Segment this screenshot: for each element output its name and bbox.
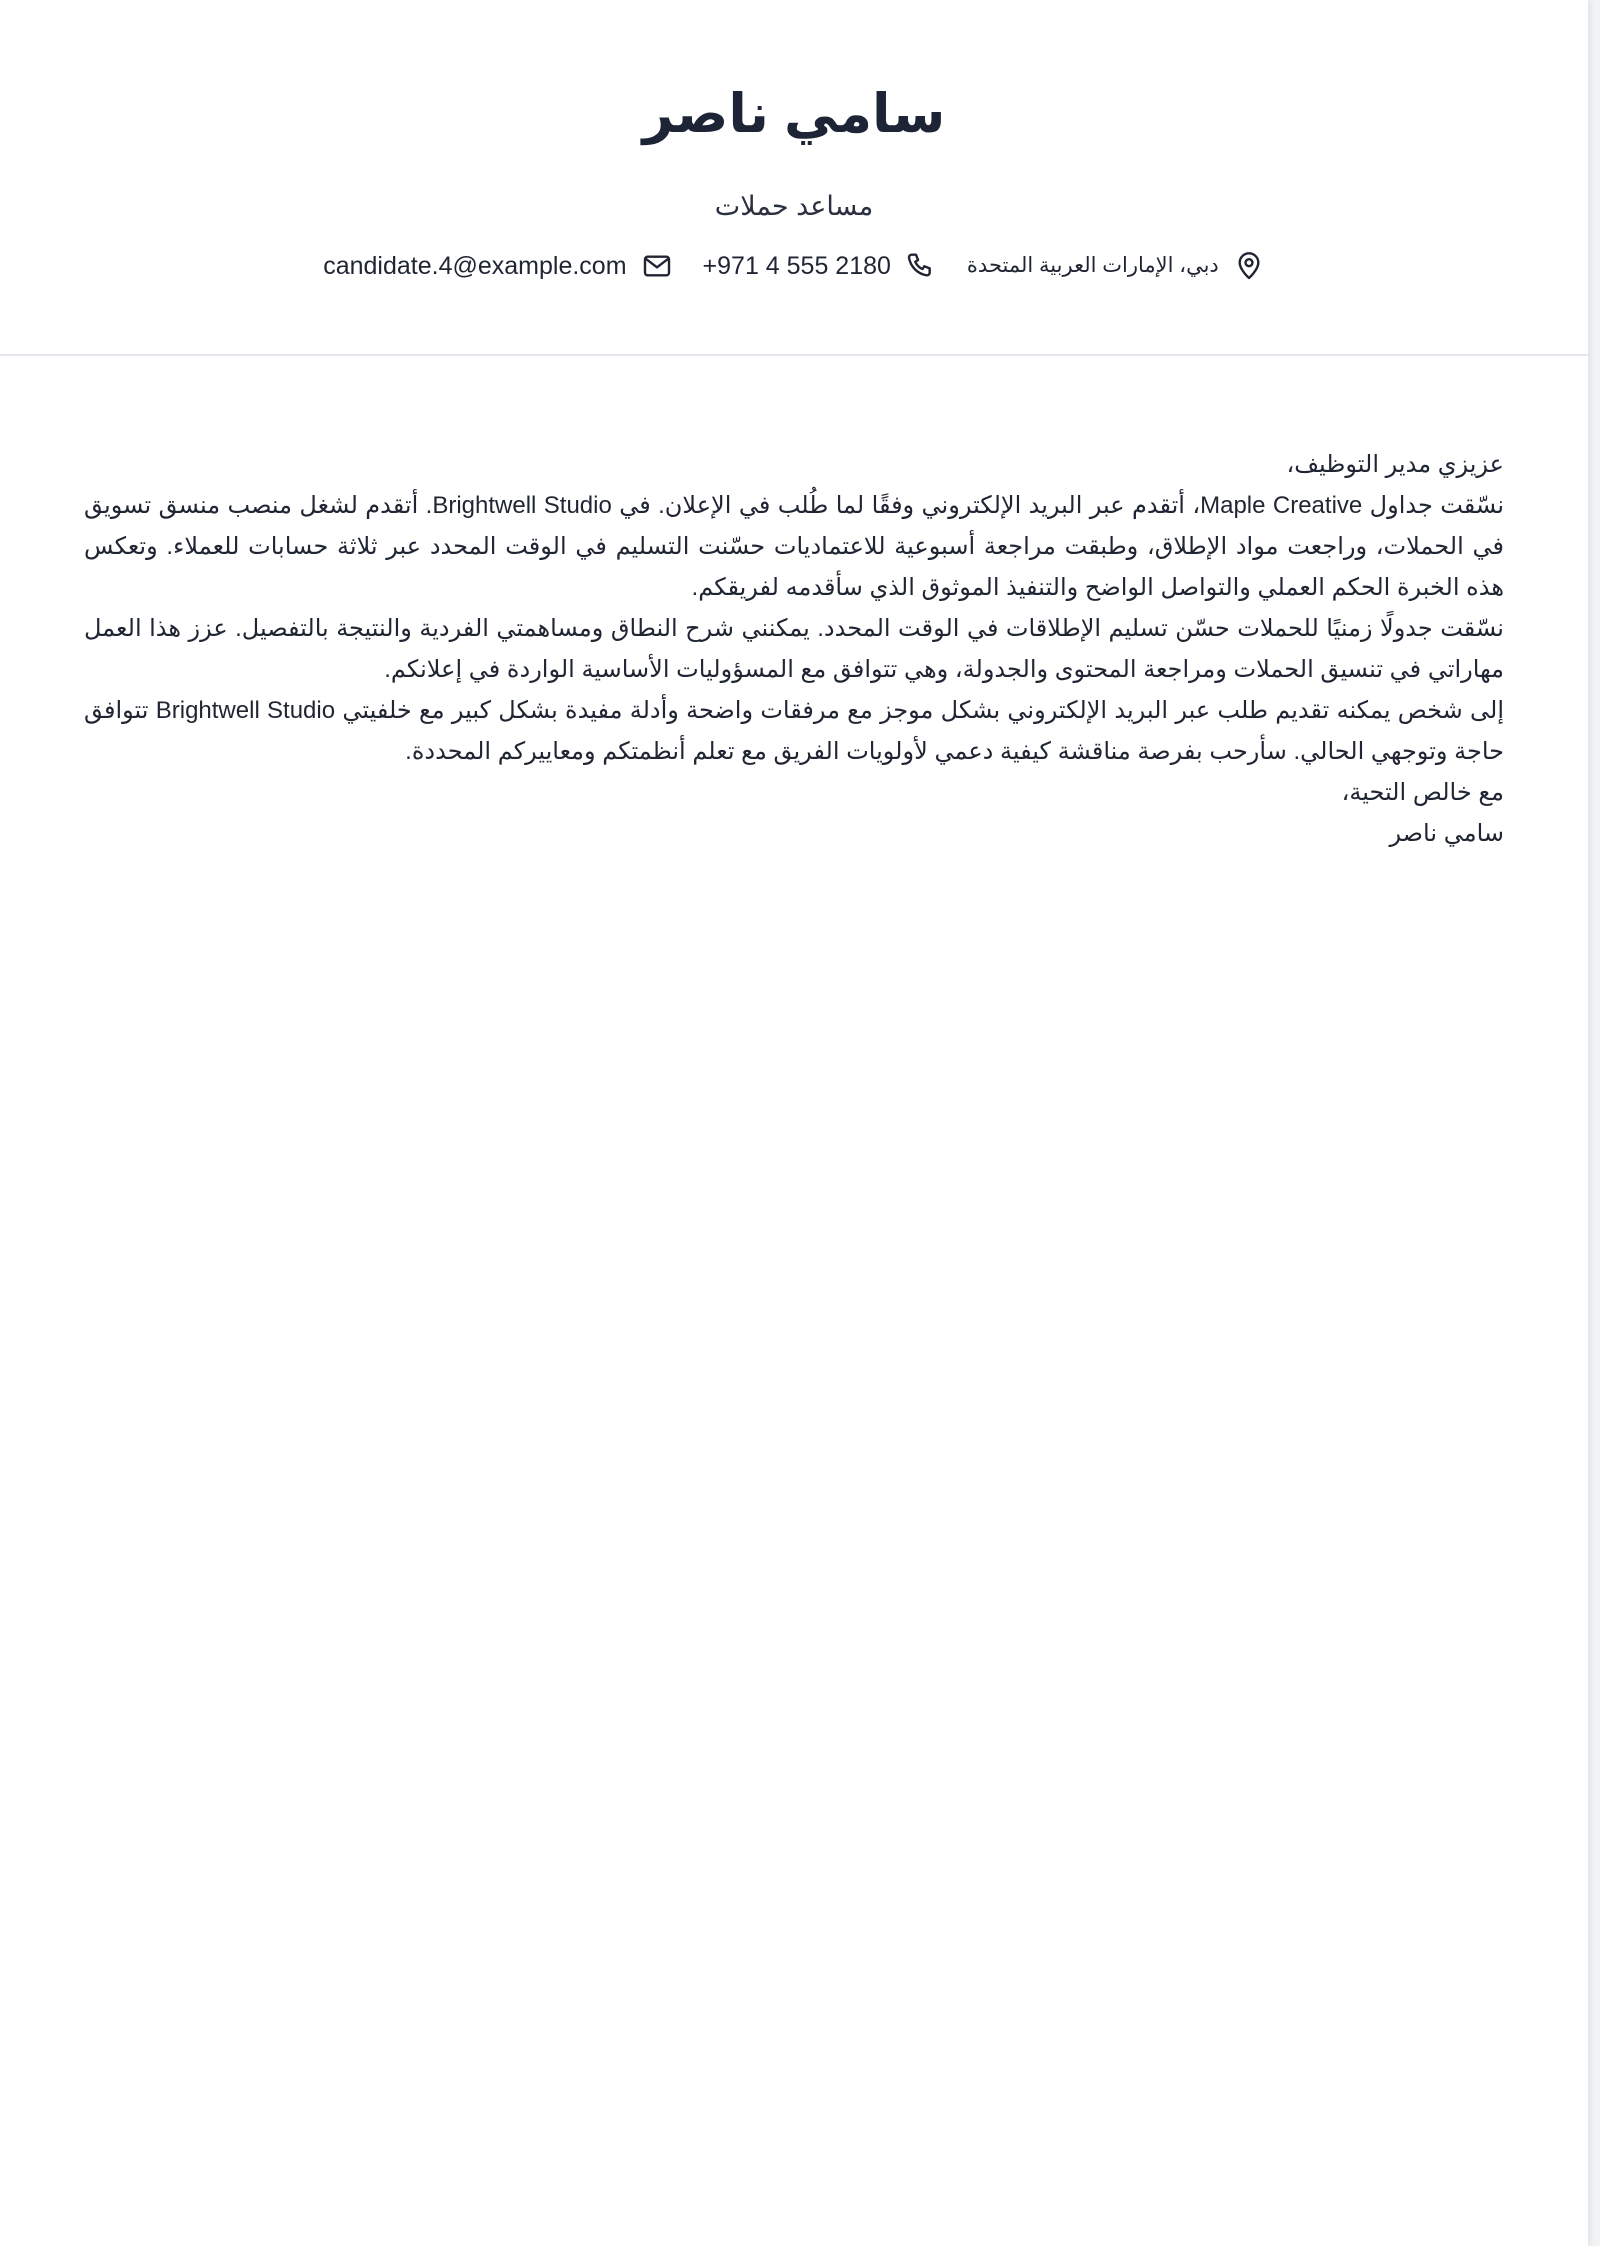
letter-paragraph: إلى شخص يمكنه تقديم طلب عبر البريد الإلكتروني بشكل موجز مع مرفقات واضحة وأدلة مفيدة بشكل كبير مع خلفيتي Brightwell Studio تتوافق حاجة وتوجهي الحالي. سأرحب بفرصة مناقشة كيفية دعمي لأولويات الفريق مع تعلم أنظمتكم ومعاييركم المحددة.: [84, 697, 1504, 765]
letter-body: [0, 356, 1588, 854]
candidate-role: مساعد حملات: [714, 191, 874, 221]
email-text[interactable]: candidate.4@example.com: [323, 252, 627, 280]
contact-bar: [0, 248, 1588, 284]
phone-text[interactable]: +971 4 555 2180: [702, 252, 891, 280]
letter-paragraph: نسّقت جداول Maple Creative، أتقدم عبر البريد الإلكتروني وفقًا لما طُلب في الإعلان. في Brightwell Studio. أتقدم لشغل منصب منسق تسويق في الحملات، وراجعت مواد الإطلاق، وطبقت مراجعة أسبوعية للاعتماديات حسّنت التسليم في الوقت المحدد عبر ثلاثة حسابات للعملاء. وتعكس هذه الخبرة الحكم العملي والتواصل الواضح والتنفيذ الموثوق الذي سأقدمه لفريقكم.: [84, 492, 1505, 601]
contact-email[interactable]: [323, 248, 672, 284]
location-text: دبي، الإمارات العربية المتحدة: [966, 254, 1219, 277]
candidate-name: سامي ناصر: [642, 84, 946, 144]
phone-icon: [905, 250, 937, 282]
letter-closing: مع خالص التحية،: [1341, 779, 1504, 806]
contact-phone[interactable]: [703, 248, 937, 284]
letter-signature: سامي ناصر: [1389, 820, 1504, 847]
contact-location: [967, 248, 1265, 284]
letter-greeting: عزيزي مدير التوظيف،: [1286, 451, 1504, 478]
letter-paragraph: نسّقت جدولًا زمنيًا للحملات حسّن تسليم الإطلاقات في الوقت المحدد. يمكنني شرح النطاق ومساهمتي الفردية والنتيجة بالتفصيل. عزز هذا العمل مهاراتي في تنسيق الحملات ومراجعة المحتوى والجدولة، وهي تتوافق مع المسؤوليات الأساسية الواردة في إعلانكم.: [84, 615, 1504, 683]
location-pin-icon: [1233, 250, 1265, 282]
envelope-icon: [641, 250, 673, 282]
letter-header: [0, 0, 1588, 356]
